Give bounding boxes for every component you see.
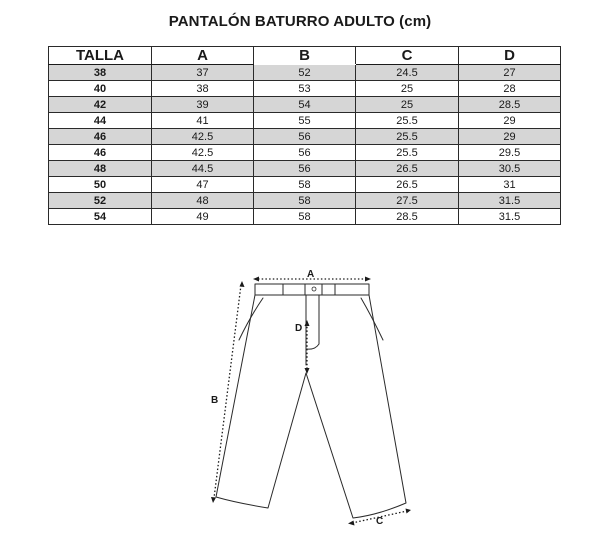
column-header-talla: TALLA [49, 47, 152, 65]
table-row [49, 145, 561, 161]
cell-b: 56 [254, 145, 356, 161]
table-row [49, 97, 561, 113]
cell-talla: 38 [49, 65, 152, 81]
cell-a: 49 [152, 209, 254, 225]
cell-talla: 46 [49, 145, 152, 161]
arrow-a-right [365, 277, 371, 282]
table-row [49, 129, 561, 145]
cell-b: 58 [254, 177, 356, 193]
cell-d: 29 [459, 129, 561, 145]
label-a: A [307, 269, 315, 280]
cell-c: 27.5 [356, 193, 459, 209]
table-row [49, 65, 561, 81]
fly-stitch [307, 295, 319, 349]
cell-b: 55 [254, 113, 356, 129]
cell-a: 47 [152, 177, 254, 193]
cell-talla: 40 [49, 81, 152, 97]
cell-a: 44.5 [152, 161, 254, 177]
arrow-d-bottom [305, 368, 310, 374]
label-c: C [376, 516, 384, 527]
cell-c: 25.5 [356, 145, 459, 161]
cell-a: 37 [152, 65, 254, 81]
arrow-a-left [253, 277, 259, 282]
pants-diagram [195, 265, 425, 535]
cell-b: 58 [254, 193, 356, 209]
cell-c: 26.5 [356, 161, 459, 177]
cell-d: 28.5 [459, 97, 561, 113]
cell-d: 31 [459, 177, 561, 193]
arrow-b-top [240, 281, 245, 287]
cell-a: 39 [152, 97, 254, 113]
size-table-body [49, 65, 561, 225]
button-icon [312, 287, 316, 291]
cell-talla: 50 [49, 177, 152, 193]
table-row [49, 193, 561, 209]
cell-d: 31.5 [459, 209, 561, 225]
cell-c: 25 [356, 81, 459, 97]
cell-talla: 44 [49, 113, 152, 129]
cell-talla: 42 [49, 97, 152, 113]
cell-c: 25.5 [356, 113, 459, 129]
cell-b: 53 [254, 81, 356, 97]
table-row [49, 113, 561, 129]
cell-b: 56 [254, 129, 356, 145]
column-header-c: C [356, 47, 459, 65]
cell-a: 42.5 [152, 129, 254, 145]
cell-d: 30.5 [459, 161, 561, 177]
size-table [48, 46, 561, 225]
cell-d: 29 [459, 113, 561, 129]
cell-d: 28 [459, 81, 561, 97]
arrow-c-left [348, 521, 355, 526]
cell-d: 31.5 [459, 193, 561, 209]
cell-a: 38 [152, 81, 254, 97]
arrow-b-bottom [211, 497, 216, 503]
column-header-d: D [459, 47, 561, 65]
cell-talla: 48 [49, 161, 152, 177]
arrow-c-right [406, 509, 412, 514]
column-header-b: B [254, 47, 356, 65]
cell-b: 52 [254, 65, 356, 81]
table-row [49, 177, 561, 193]
cell-b: 58 [254, 209, 356, 225]
column-header-a: A [152, 47, 254, 65]
cell-c: 25.5 [356, 129, 459, 145]
table-header-row [49, 47, 561, 65]
label-b: B [211, 395, 219, 406]
pocket-left [239, 298, 263, 340]
pocket-right [361, 298, 383, 340]
cell-c: 28.5 [356, 209, 459, 225]
page-title: PANTALÓN BATURRO ADULTO (cm) [168, 13, 432, 30]
cell-c: 24.5 [356, 65, 459, 81]
cell-talla: 54 [49, 209, 152, 225]
cell-a: 41 [152, 113, 254, 129]
cell-d: 27 [459, 65, 561, 81]
table-row [49, 81, 561, 97]
cell-a: 48 [152, 193, 254, 209]
table-row [49, 209, 561, 225]
cell-d: 29.5 [459, 145, 561, 161]
label-d: D [295, 323, 303, 334]
arrow-d-top [305, 320, 310, 326]
cell-talla: 46 [49, 129, 152, 145]
table-row [49, 161, 561, 177]
cell-c: 26.5 [356, 177, 459, 193]
cell-b: 56 [254, 161, 356, 177]
cell-c: 25 [356, 97, 459, 113]
cell-talla: 52 [49, 193, 152, 209]
cell-a: 42.5 [152, 145, 254, 161]
cell-b: 54 [254, 97, 356, 113]
